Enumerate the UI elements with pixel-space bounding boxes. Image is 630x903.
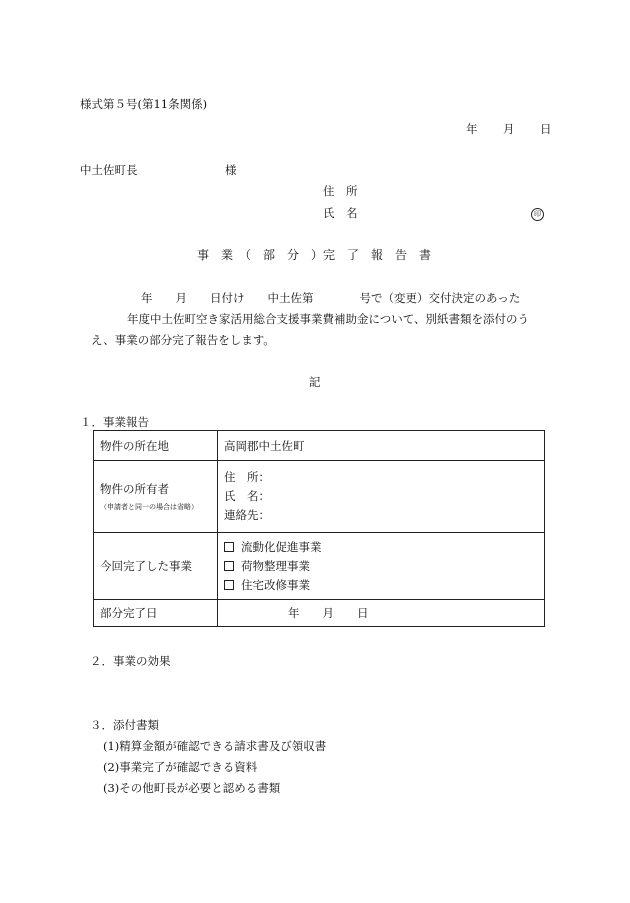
- completed-item-2: 荷物整理事業: [241, 558, 310, 573]
- owner-details: [218, 461, 545, 533]
- report-table: [93, 430, 545, 627]
- addressee-honorific: 様: [225, 163, 237, 177]
- date-label: 部分完了日: [94, 600, 218, 627]
- attachment-item-3: (3)その他町長が必要と認める書類: [103, 781, 281, 795]
- completed-item-3: 住宅改修事業: [241, 577, 310, 592]
- attachment-item-1: (1)精算金額が確認できる請求書及び領収書: [103, 739, 327, 753]
- seal-mark: 印: [531, 208, 544, 221]
- table-row-date: [94, 600, 545, 627]
- ki-label: 記: [309, 375, 321, 389]
- location-value: 高岡郡中土佐町: [218, 431, 545, 461]
- form-number: 様式第５号(第11条関係): [80, 97, 208, 111]
- checkbox[interactable]: [224, 542, 234, 552]
- checkbox[interactable]: [224, 580, 234, 590]
- completed-item-1: 流動化促進事業: [241, 539, 322, 554]
- body-line-2: 年度中土佐町空き家活用総合支援事業費補助金について、別紙書類を添付のう: [127, 312, 530, 326]
- date-year-label: 年: [466, 122, 478, 136]
- owner-name: 氏 名：: [224, 489, 270, 503]
- attachment-item-2: (2)事業完了が確認できる資料: [103, 760, 258, 774]
- addressee-name: 中土佐町長: [80, 163, 138, 177]
- table-row-completed: [94, 533, 545, 600]
- checkbox[interactable]: [224, 561, 234, 571]
- section-2-heading: ２．事業の効果: [90, 654, 171, 668]
- owner-label: 物件の所有者: [100, 481, 169, 496]
- body-line-1: 年 月 日付け 中土佐第 号で（変更）交付決定のあった: [141, 291, 521, 305]
- completed-items: [218, 533, 545, 600]
- date-value: 年 月 日: [218, 600, 545, 627]
- section-3-heading: ３．添付書類: [90, 718, 159, 732]
- table-row-location: [94, 431, 545, 461]
- owner-contact: 連絡先：: [224, 508, 270, 522]
- body-line-3: え、事業の部分完了報告をします。: [91, 333, 275, 347]
- owner-cell: [94, 461, 218, 533]
- table-row-owner: [94, 461, 545, 533]
- location-label: 物件の所在地: [94, 431, 218, 461]
- completed-label: 今回完了した事業: [94, 533, 218, 600]
- applicant-address-label: 住 所: [323, 184, 358, 198]
- list-item: [224, 576, 538, 595]
- list-item: [224, 538, 538, 557]
- list-item: [224, 557, 538, 576]
- date-day-label: 日: [540, 122, 552, 136]
- document-title: 事 業 （ 部 分 ）完 了 報 告 書: [197, 248, 432, 262]
- owner-address: 住 所：: [224, 470, 270, 484]
- applicant-name-label: 氏 名: [323, 206, 358, 220]
- owner-note: （申請者と同一の場合は省略）: [100, 502, 198, 511]
- section-1-heading: １．事業報告: [80, 415, 149, 429]
- date-month-label: 月: [503, 122, 515, 136]
